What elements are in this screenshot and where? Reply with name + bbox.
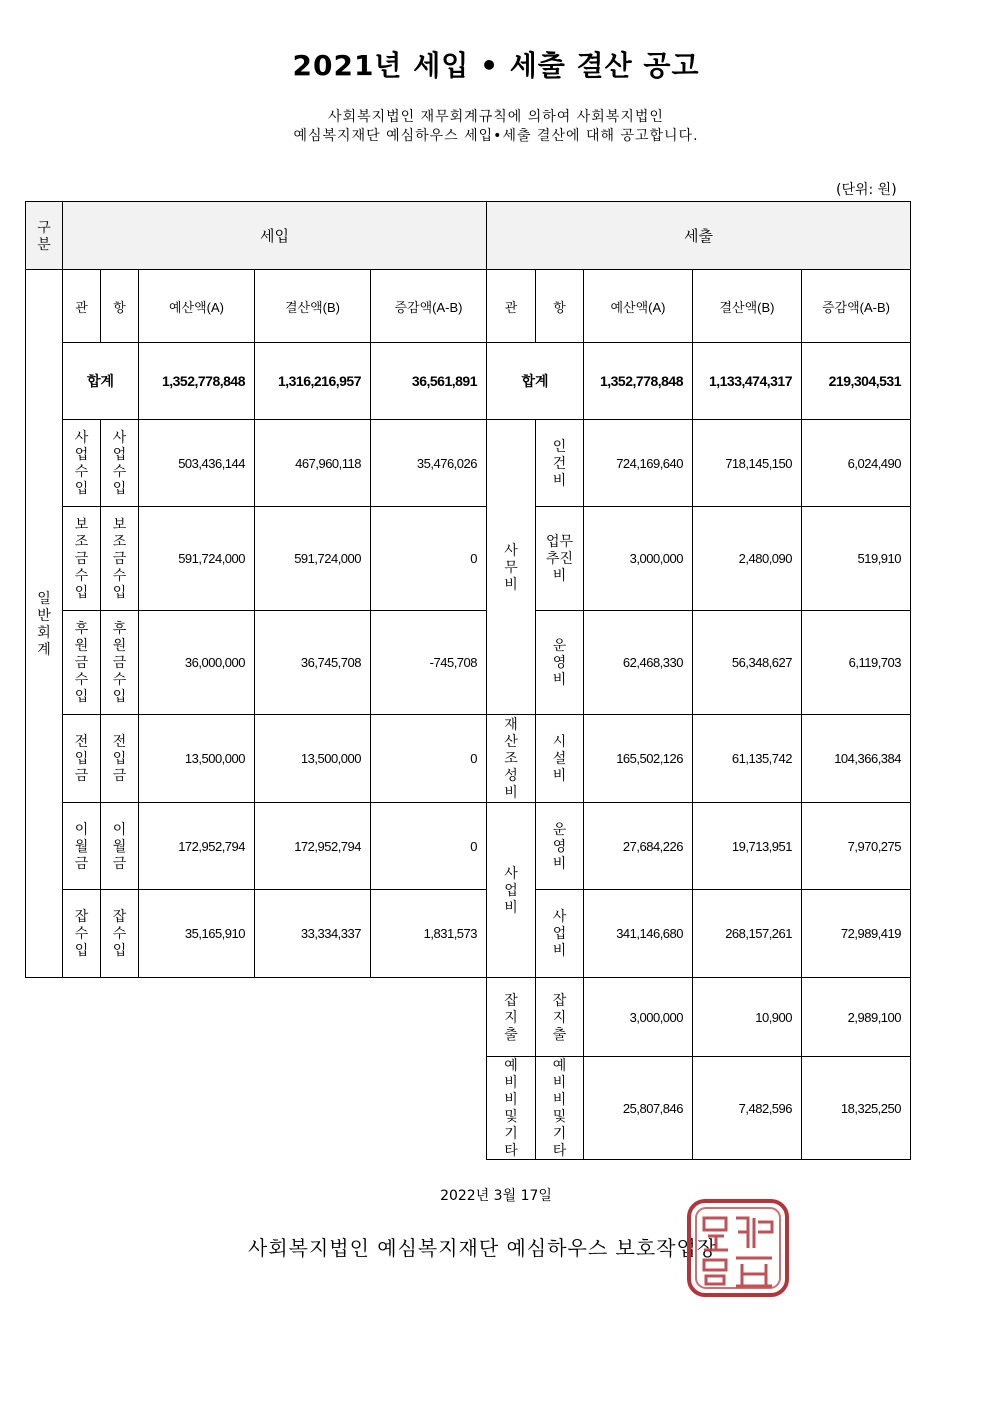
- exp-budget: 3,000,000: [584, 978, 693, 1057]
- exp-hang: 업무추진비: [536, 507, 584, 611]
- rev-gwan: 후원금수입: [63, 611, 101, 715]
- exp-settle: 7,482,596: [693, 1057, 802, 1160]
- exp-diff: 519,910: [802, 507, 911, 611]
- intro-line-2: 예심복지재단 예심하우스 세입•세출 결산에 대해 공고합니다.: [293, 128, 699, 144]
- exp-budget: 27,684,226: [584, 803, 693, 890]
- intro-text: [0, 108, 992, 146]
- exp-budget: 165,502,126: [584, 715, 693, 803]
- exp-settle: 2,480,090: [693, 507, 802, 611]
- rev-diff: 35,476,026: [371, 420, 487, 507]
- rev-hang: 전입금: [101, 715, 139, 803]
- revenue-header: 세입: [63, 202, 487, 270]
- page-title: 2021년 세입 • 세출 결산 공고: [292, 49, 700, 82]
- table-row: [26, 978, 911, 1057]
- rev-diff: 0: [371, 803, 487, 890]
- table-row: [26, 420, 911, 507]
- rev-settle: 36,745,708: [255, 611, 371, 715]
- exp-diff: 104,366,384: [802, 715, 911, 803]
- organization-name: 사회복지법인 예심복지재단 예심하우스 보호작업장: [248, 1236, 718, 1260]
- rev-settle: 591,724,000: [255, 507, 371, 611]
- table-row: [26, 611, 911, 715]
- exp-gwan-samu: 사무비: [487, 420, 536, 715]
- table-row: [26, 803, 911, 890]
- exp-settle: 19,713,951: [693, 803, 802, 890]
- rev-settle: 13,500,000: [255, 715, 371, 803]
- notice-date: 2022년 3월 17일: [440, 1188, 552, 1204]
- exp-hang: 운영비: [536, 611, 584, 715]
- gubun-header: 구분: [26, 202, 63, 270]
- rev-total-budget: 1,352,778,848: [139, 343, 255, 420]
- exp-diff: 72,989,419: [802, 890, 911, 978]
- rev-budget: 591,724,000: [139, 507, 255, 611]
- exp-diff: 2,989,100: [802, 978, 911, 1057]
- rev-total-settle: 1,316,216,957: [255, 343, 371, 420]
- exp-budget: 25,807,846: [584, 1057, 693, 1160]
- table-row: [26, 890, 911, 978]
- exp-col-diff: 증감액(A-B): [802, 270, 911, 343]
- exp-hang: 인건비: [536, 420, 584, 507]
- table-row: [26, 715, 911, 803]
- exp-settle: 61,135,742: [693, 715, 802, 803]
- exp-total-label: 합계: [487, 343, 584, 420]
- rev-hang: 후원금수입: [101, 611, 139, 715]
- exp-gwan-saeop: 사업비: [487, 803, 536, 978]
- rev-gwan: 사업수입: [63, 420, 101, 507]
- rev-hang: 이월금: [101, 803, 139, 890]
- exp-hang: 예비비및기타: [536, 1057, 584, 1160]
- exp-budget: 724,169,640: [584, 420, 693, 507]
- table-row: [26, 1057, 911, 1160]
- exp-total-diff: 219,304,531: [802, 343, 911, 420]
- exp-settle: 268,157,261: [693, 890, 802, 978]
- exp-hang: 사업비: [536, 890, 584, 978]
- rev-settle: 172,952,794: [255, 803, 371, 890]
- rev-col-hang: 항: [101, 270, 139, 343]
- rev-gwan: 잡수입: [63, 890, 101, 978]
- exp-col-gwan: 관: [487, 270, 536, 343]
- exp-hang: 운영비: [536, 803, 584, 890]
- rev-col-gwan: 관: [63, 270, 101, 343]
- general-account-label: 일반회계: [26, 270, 63, 978]
- rev-col-diff: 증감액(A-B): [371, 270, 487, 343]
- exp-gwan-yebi: 예비비및기타: [487, 1057, 536, 1160]
- rev-gwan: 이월금: [63, 803, 101, 890]
- rev-total-diff: 36,561,891: [371, 343, 487, 420]
- exp-settle: 718,145,150: [693, 420, 802, 507]
- exp-diff: 6,119,703: [802, 611, 911, 715]
- exp-settle: 10,900: [693, 978, 802, 1057]
- rev-diff: -745,708: [371, 611, 487, 715]
- rev-budget: 35,165,910: [139, 890, 255, 978]
- exp-diff: 6,024,490: [802, 420, 911, 507]
- exp-total-budget: 1,352,778,848: [584, 343, 693, 420]
- exp-col-settle: 결산액(B): [693, 270, 802, 343]
- exp-budget: 62,468,330: [584, 611, 693, 715]
- rev-hang: 잡수입: [101, 890, 139, 978]
- exp-hang: 시설비: [536, 715, 584, 803]
- rev-total-label: 합계: [63, 343, 139, 420]
- intro-line-1: 사회복지법인 재무회계규칙에 의하여 사회복지법인: [328, 109, 664, 125]
- expense-header: 세출: [487, 202, 911, 270]
- rev-hang: 사업수입: [101, 420, 139, 507]
- rev-budget: 13,500,000: [139, 715, 255, 803]
- exp-col-hang: 항: [536, 270, 584, 343]
- official-seal: [686, 1198, 790, 1298]
- exp-col-budget: 예산액(A): [584, 270, 693, 343]
- exp-budget: 341,146,680: [584, 890, 693, 978]
- unit-label: (단위: 원): [836, 182, 897, 198]
- rev-gwan: 전입금: [63, 715, 101, 803]
- settlement-table: [25, 201, 911, 1160]
- rev-budget: 36,000,000: [139, 611, 255, 715]
- exp-budget: 3,000,000: [584, 507, 693, 611]
- rev-diff: 0: [371, 715, 487, 803]
- exp-gwan-jaesan: 재산조성비: [487, 715, 536, 803]
- exp-diff: 18,325,250: [802, 1057, 911, 1160]
- exp-diff: 7,970,275: [802, 803, 911, 890]
- exp-settle: 56,348,627: [693, 611, 802, 715]
- rev-diff: 0: [371, 507, 487, 611]
- rev-gwan: 보조금수입: [63, 507, 101, 611]
- rev-budget: 503,436,144: [139, 420, 255, 507]
- rev-col-budget: 예산액(A): [139, 270, 255, 343]
- exp-gwan-japjichul: 잡지출: [487, 978, 536, 1057]
- exp-total-settle: 1,133,474,317: [693, 343, 802, 420]
- rev-budget: 172,952,794: [139, 803, 255, 890]
- exp-hang: 잡지출: [536, 978, 584, 1057]
- table-row: [26, 507, 911, 611]
- rev-hang: 보조금수입: [101, 507, 139, 611]
- rev-diff: 1,831,573: [371, 890, 487, 978]
- rev-col-settle: 결산액(B): [255, 270, 371, 343]
- rev-settle: 33,334,337: [255, 890, 371, 978]
- rev-settle: 467,960,118: [255, 420, 371, 507]
